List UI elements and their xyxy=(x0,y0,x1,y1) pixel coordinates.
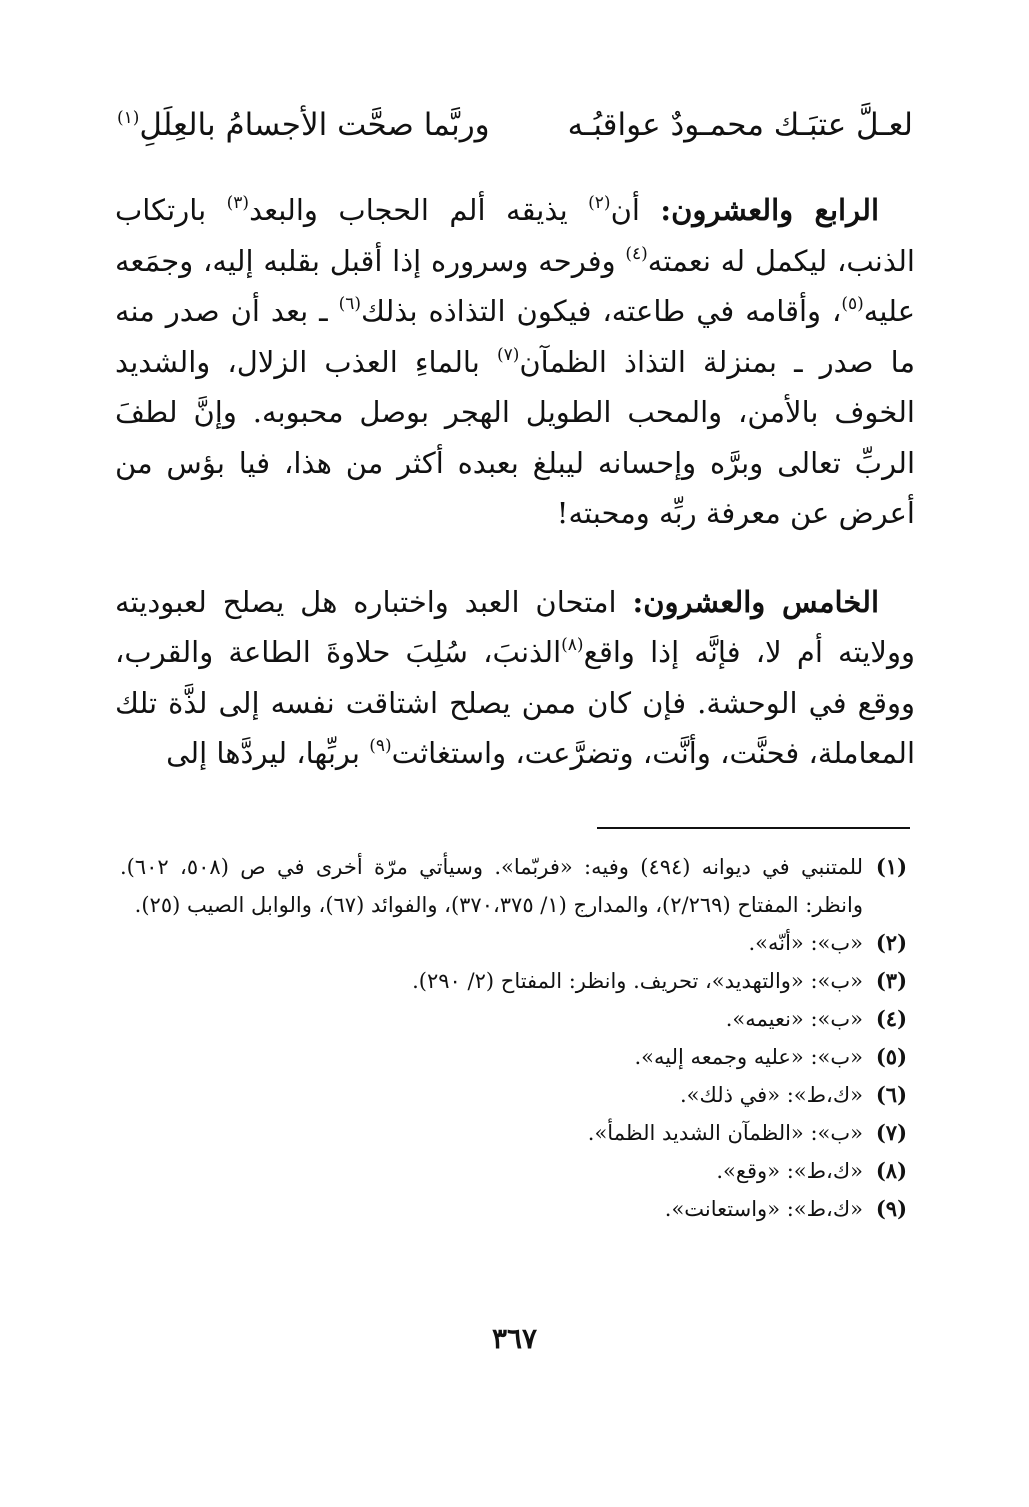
footnote-ref[interactable]: (٣) xyxy=(226,193,250,213)
footnote-ref[interactable]: (٦) xyxy=(338,294,362,314)
footnote-number: (٣) xyxy=(875,968,907,993)
footnote-item xyxy=(120,1038,913,1076)
paragraph-text: أن xyxy=(610,193,661,227)
footnote-item xyxy=(120,1190,913,1228)
footnote-text: للمتنبي في ديوانه (٤٩٤) وفيه: «فربّما». وسيأتي مرّة أخرى في ص (٥٠٨، ٦٠٢). وانظر: المفتاح (٢/٢٦٩)، والمدارج (١/ ٣٧٠،٣٧٥)، والفوائد (٦٧)، والوابل الصيب (٢٥). xyxy=(120,855,864,917)
footnote-number: (٩) xyxy=(875,1196,907,1221)
footnote-item xyxy=(120,924,913,962)
footnote-number: (٦) xyxy=(875,1082,907,1107)
footnote-number: (٢) xyxy=(875,930,907,955)
verse-first-half-text: لعـلَّ عتبَـك محمـودٌ عواقبُـه xyxy=(567,107,913,143)
paragraph-twenty-fifth xyxy=(115,577,915,779)
paragraph-text: يذيقه ألم الحجاب والبعد xyxy=(249,193,589,227)
paragraph-text: الذنبَ، سُلِبَ حلاوةَ الطاعة والقرب، ووقع في الوحشة. فإن كان ممن يصلح اشتاقت نفسه إلى لذَّة تلك المعاملة، فحنَّت، وأنَّت، وتضرَّعت، واستغاثت xyxy=(115,635,915,770)
footnote-text: «ب»: «نعيمه». xyxy=(725,1007,863,1031)
paragraph-text: ، وأقامه في طاعته، فيكون التذاذه بذلك xyxy=(361,294,842,328)
footnote-text: «ك،ط»: «وقع». xyxy=(716,1159,863,1183)
paragraph-text: بالماءِ العذب الزلال، والشديد الخوف بالأمن، والمحب الطويل الهجر بوصل محبوبه. وإنَّ لطفَ الربِّ تعالى وبرَّه وإحسانه ليبلغ بعبده أكثر من هذا، فيا بؤس من أعرض عن معرفة ربِّه ومحبته! xyxy=(115,344,915,530)
paragraph-twenty-fourth xyxy=(115,185,915,539)
main-text xyxy=(115,95,915,779)
footnote-ref[interactable]: (٧) xyxy=(496,344,520,365)
footnote-ref[interactable]: (٩) xyxy=(369,736,392,756)
footnote-text: «ب»: «الظمآن الشديد الظمأ». xyxy=(587,1121,863,1145)
paragraph-heading: الخامس والعشرون: xyxy=(632,584,879,619)
paragraph-heading: الرابع والعشرون: xyxy=(660,193,880,227)
footnotes xyxy=(120,848,913,1228)
paragraph-text: امتحان العبد واختباره هل يصلح لعبوديته وولايته أم لا، فإنَّه إذا واقع xyxy=(115,584,915,669)
footnote-number: (٤) xyxy=(875,1006,907,1031)
footnote-item xyxy=(120,1076,913,1114)
page-number: ٣٦٧ xyxy=(491,1322,538,1355)
footnote-ref[interactable]: (٢) xyxy=(588,193,611,213)
footnote-number: (٧) xyxy=(875,1120,907,1145)
paragraph-text: ـ بعد أن صدر منه ما صدر ـ بمنزلة التذاذ الظمآن xyxy=(115,294,915,379)
verse-first-half xyxy=(568,103,913,147)
footnote-item xyxy=(120,1152,913,1190)
footnote-number: (٨) xyxy=(875,1158,907,1183)
paragraph-text: بربِّها، ليردَّها إلى xyxy=(166,736,370,770)
footnote-divider xyxy=(597,827,910,829)
poetry-verse xyxy=(115,103,915,147)
footnote-item xyxy=(120,848,913,924)
footnote-item xyxy=(120,962,913,1000)
footnote-text: «ك،ط»: «في ذلك». xyxy=(680,1083,863,1107)
footnote-ref[interactable]: (٨) xyxy=(561,635,584,655)
footnote-number: (٥) xyxy=(875,1044,907,1069)
footnote-number: (١) xyxy=(875,854,907,879)
footnote-text: «ك،ط»: «واستعانت». xyxy=(664,1197,863,1221)
footnote-item xyxy=(120,1000,913,1038)
footnote-ref[interactable]: (١) xyxy=(117,108,140,128)
footnote-ref[interactable]: (٤) xyxy=(625,243,648,264)
footnote-text: «ب»: «والتهديد»، تحريف. وانظر: المفتاح (٢/ ٢٩٠). xyxy=(412,969,863,993)
footnote-ref[interactable]: (٥) xyxy=(841,294,864,314)
verse-second-half-text: وربَّما صحَّت الأجسامُ بالعِلَلِ xyxy=(139,107,490,143)
footnote-item xyxy=(120,1114,913,1152)
footnote-text: «ب»: «عليه وجمعه إليه». xyxy=(634,1045,863,1069)
paragraph-text: بارتكاب الذنب، ليكمل له نعمته xyxy=(115,193,915,278)
verse-second-half xyxy=(117,103,490,147)
footnote-text: «ب»: «أنّه». xyxy=(748,931,863,955)
paragraph-text: وفرحه وسروره إذا أقبل بقلبه إليه، وجمَعه عليه xyxy=(115,243,915,328)
